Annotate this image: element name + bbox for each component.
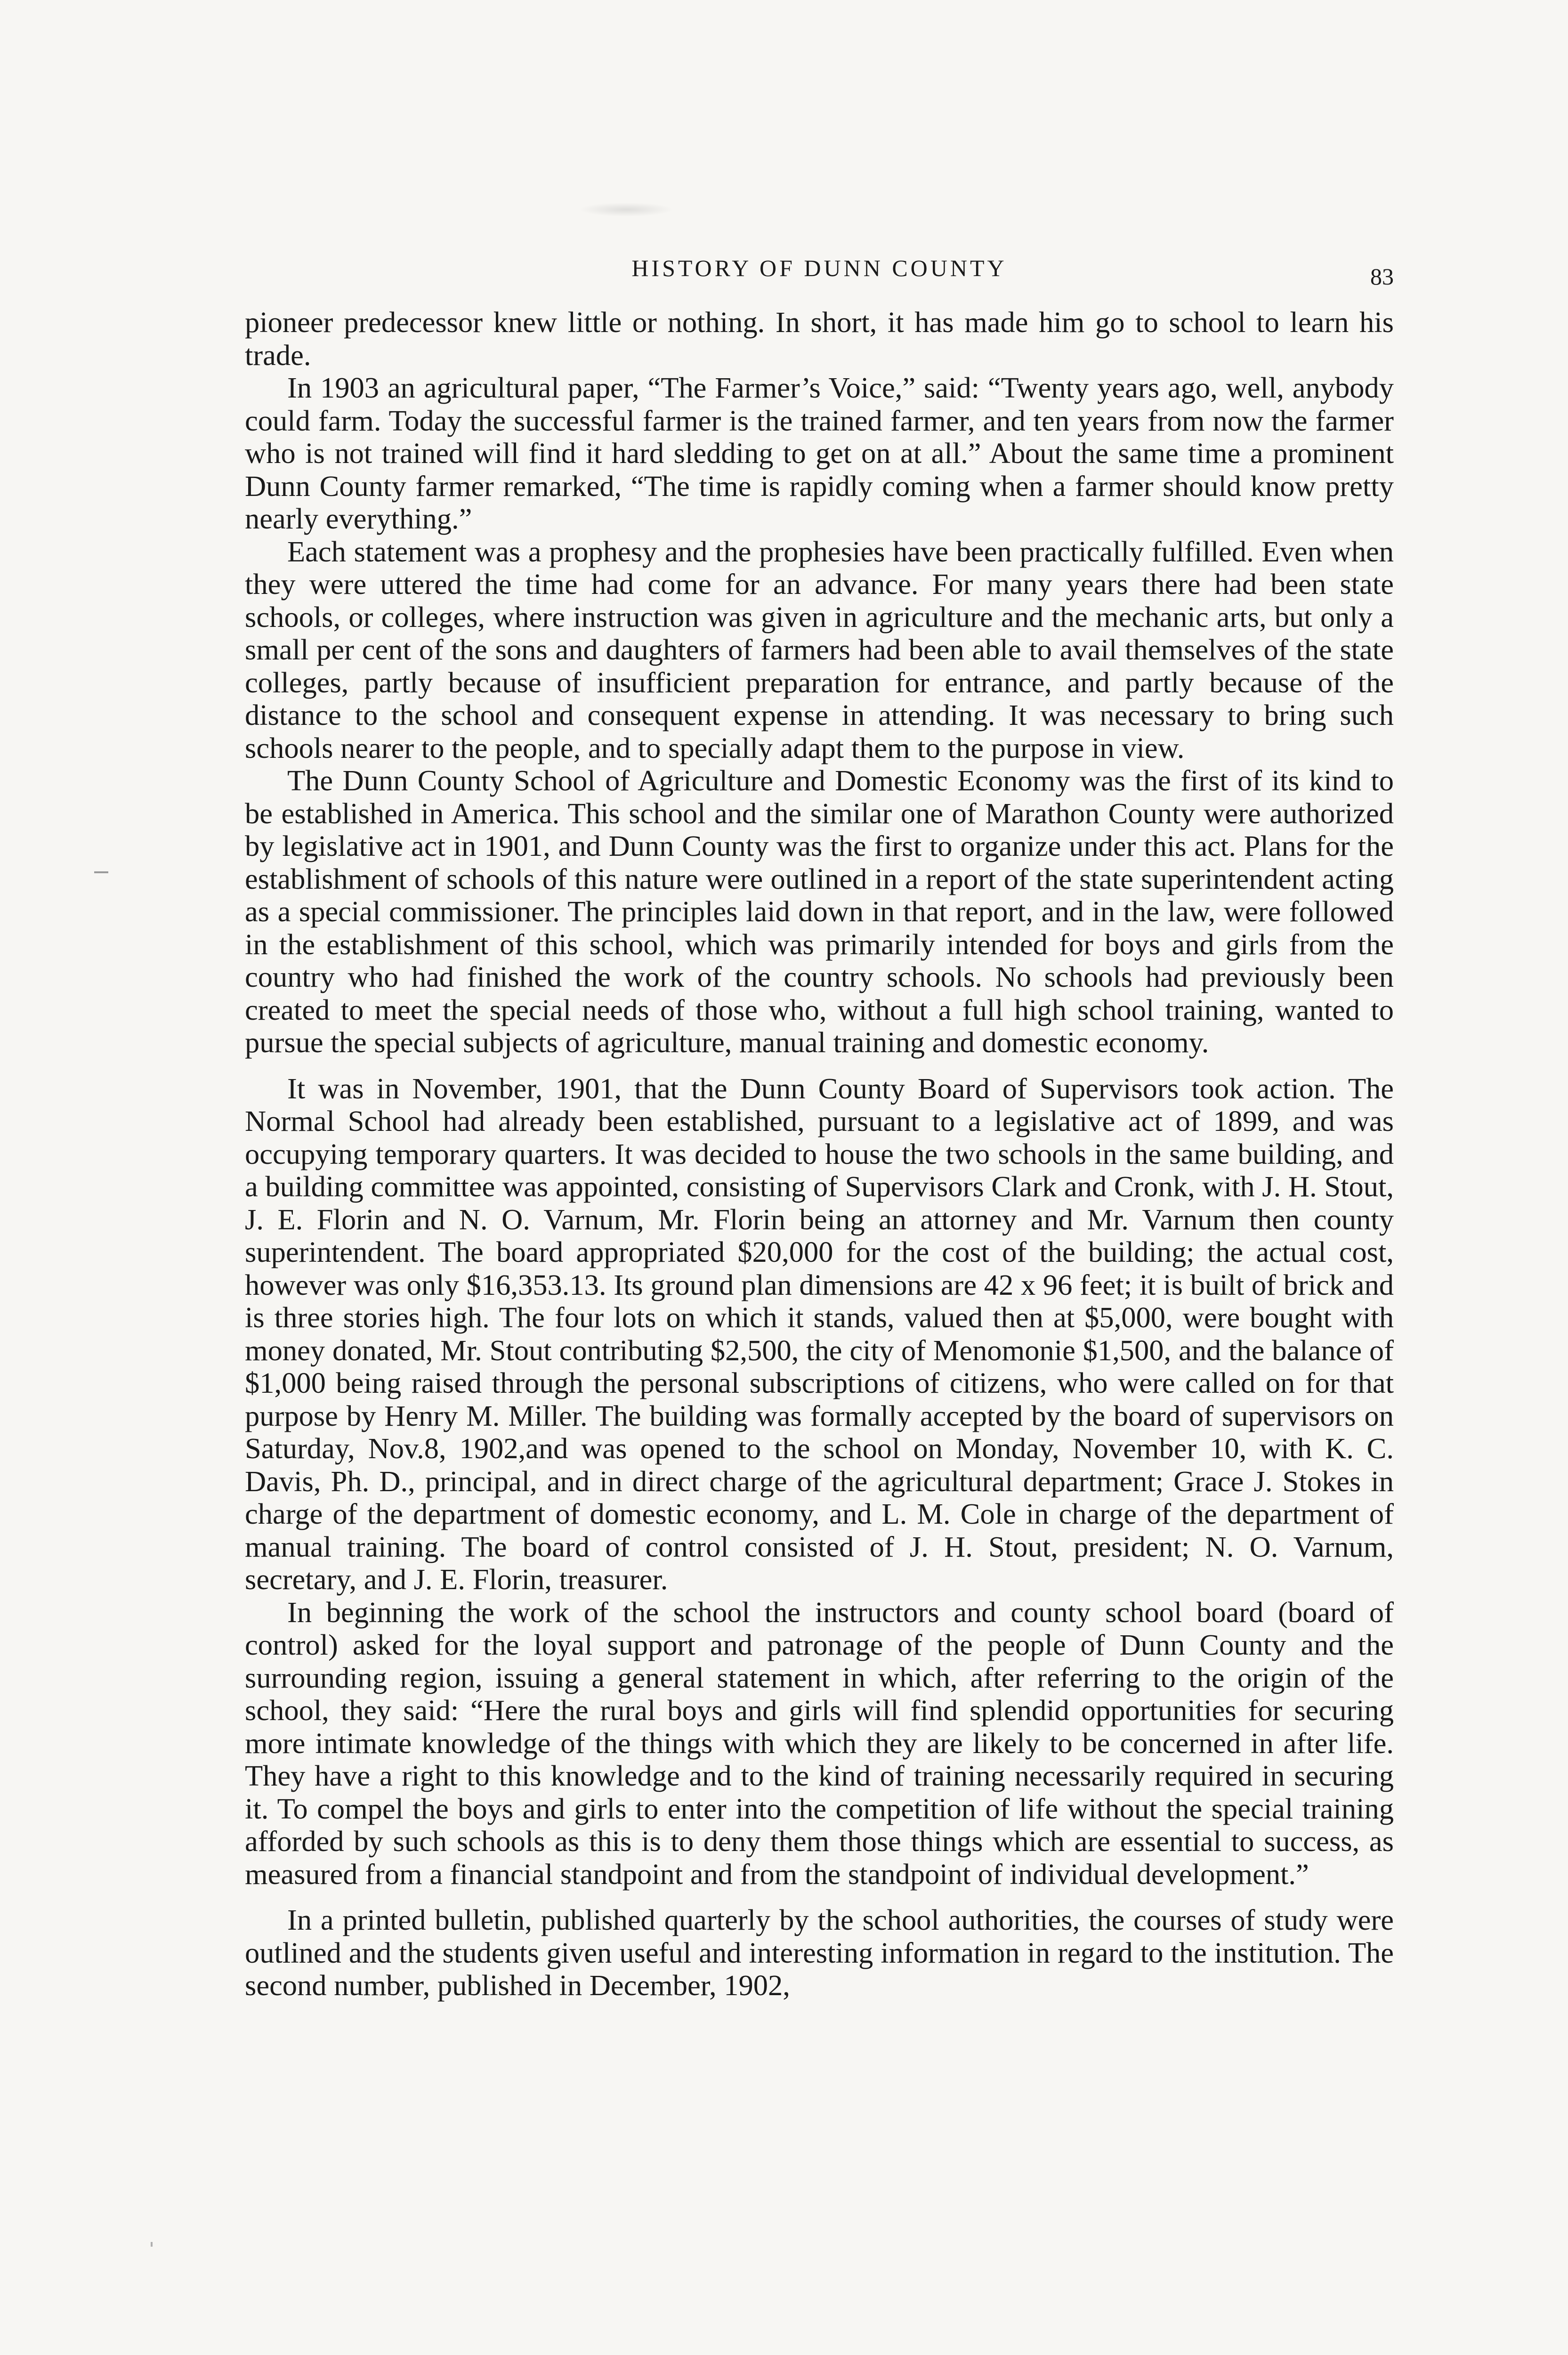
paragraph: In beginning the work of the school the instructors and county school board (board of control) asked for the loyal support and patronage of the people of Dunn County and the surrounding region, issuing a general statement in which, after referring to the origin of the school, they said: “Here the rural boys and girls will find splendid opportunities for securing more intimate knowledge of the things with which they are likely to be concerned in after life. They have a right to this knowledge and to the kind of training necessarily required in securing it. To compel the boys and girls to enter into the competition of life without the special training afforded by such schools as this is to deny them those things which are essential to success, as measured from a financial standpoint and from the standpoint of individual development.” [245,1595,1394,1891]
page-smudge [579,203,673,217]
paragraph: It was in November, 1901, that the Dunn County Board of Supervisors took action. The Normal School had already been established, pursuant to a legislative act of 1899, and was occupying temporary quarters. It was decided to house the two schools in the same building, and a building committee was appointed, consisting of Supervisors Clark and Cronk, with J. H. Stout, J. E. Florin and N. O. Varnum, Mr. Florin being an attorney and Mr. Varnum then county superintendent. The board appropriated $20,000 for the cost of the building; the actual cost, however was only $16,353.13. Its ground plan dimensions are 42 x 96 feet; it is built of brick and is three stories high. The four lots on which it stands, valued then at $5,000, were bought with money donated, Mr. Stout contributing $2,500, the city of Menomonie $1,500, and the balance of $1,000 being raised through the personal subscriptions of citizens, who were called on for that purpose by Henry M. Miller. The building was formally accepted by the board of supervisors on Saturday, Nov.8, 1902,and was opened to the school on Monday, November 10, with K. C. Davis, Ph. D., principal, and in direct charge of the agricultural department; Grace J. Stokes in charge of the department of domestic economy, and L. M. Cole in charge of the department of manual training. The board of control consisted of J. H. Stout, president; N. O. Varnum, secretary, and J. E. Florin, treasurer. [245,1072,1394,1596]
margin-speck [151,2242,153,2247]
paragraph: The Dunn County School of Agriculture and Domestic Economy was the first of its kind to be established in America. This school and the similar one of Marathon County were authorized by legislative act in 1901, and Dunn County was the first to organize under this act. Plans for the establishment of schools of this nature were outlined in a report of the state superintendent acting as a special commissioner. The principles laid down in that report, and in the law, were followed in the establishment of this school, which was primarily intended for boys and girls from the country who had finished the work of the country schools. No schools had previously been created to meet the special needs of those who, without a full high school training, wanted to pursue the special subjects of agriculture, manual training and domestic economy. [245,764,1394,1059]
margin-mark [94,871,108,873]
page-number: 83 [1370,263,1394,290]
paragraph-continued: pioneer predecessor knew little or nothing. In short, it has made him go to school to learn his trade. [245,306,1394,372]
paragraph: Each statement was a prophesy and the prophesies have been practically fulfilled. Even when they were uttered the time had come for an advance. For many years there had been state schools, or colleges, where instruction was given in agriculture and the mechanic arts, but only a small per cent of the sons and daughters of farmers had been able to avail themselves of the state colleges, partly because of insufficient preparation for entrance, and partly because of the distance to the school and consequent expense in attending. It was necessary to bring such schools nearer to the people, and to specially adapt them to the purpose in view. [245,535,1394,764]
paragraph: In a printed bulletin, published quarterly by the school authorities, the courses of study were outlined and the students given useful and interesting information in regard to the institution. The second number, published in December, 1902, [245,1903,1394,2002]
running-head [245,254,1394,292]
running-title: HISTORY OF DUNN COUNTY [631,255,1007,281]
paragraph: In 1903 an agricultural paper, “The Farmer’s Voice,” said: “Twenty years ago, well, anybody could farm. Today the successful farmer is the trained farmer, and ten years from now the farmer who is not trained will find it hard sledding to get on at all.” About the same time a prominent Dunn County farmer remarked, “The time is rapidly coming when a farmer should know pretty nearly everything.” [245,371,1394,535]
body-text [245,306,1394,2002]
